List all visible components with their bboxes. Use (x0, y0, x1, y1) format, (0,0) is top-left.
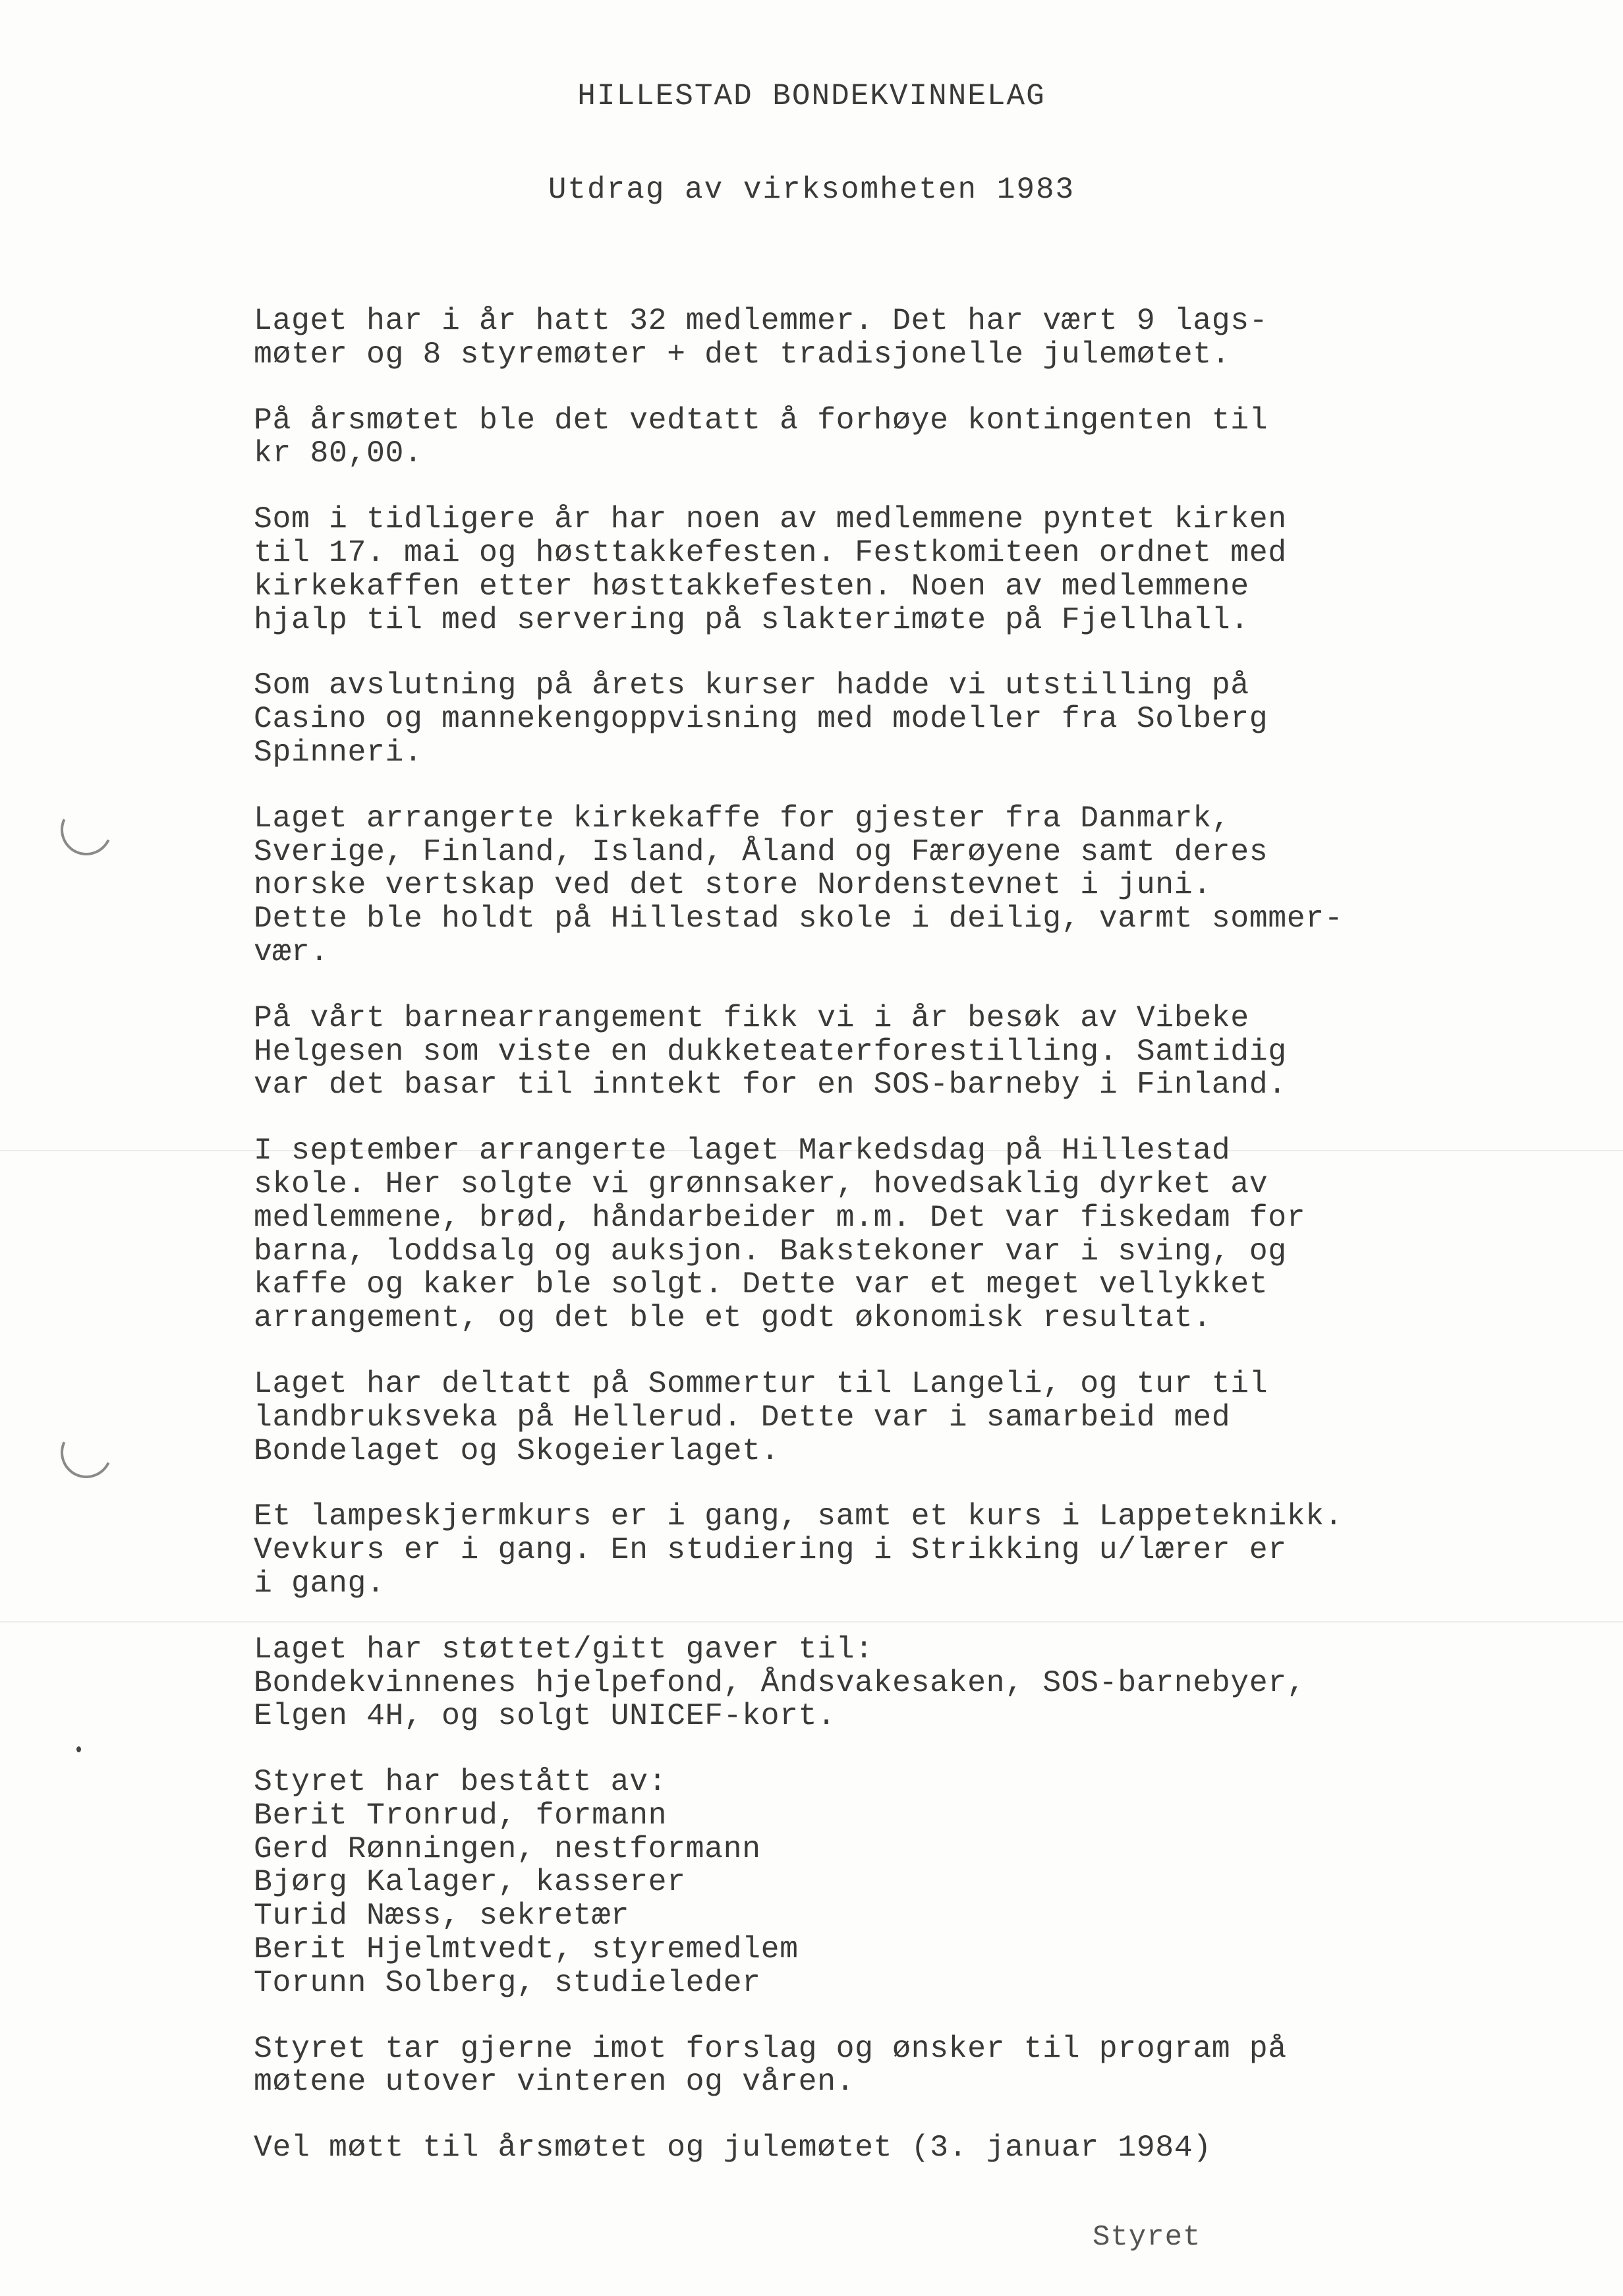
paragraph (254, 1633, 1440, 1733)
text-line: Laget har i år hatt 32 medlemmer. Det har vært 9 lags- (254, 303, 1268, 338)
text-line: Bondelaget og Skogeierlaget. (254, 1433, 780, 1468)
text-line: Som avslutning på årets kurser hadde vi utstilling på (254, 668, 1249, 703)
text-line: Styret tar gjerne imot forslag og ønsker til program på (254, 2030, 1287, 2066)
text-line: Laget har støttet/gitt gaver til: (254, 1631, 874, 1667)
text-line: var det basar til inntekt for en SOS-barneby i Finland. (254, 1067, 1287, 1103)
text-line: Laget har deltatt på Sommertur til Langeli, og tur til (254, 1365, 1268, 1401)
text-line: i gang. (254, 1565, 385, 1601)
punch-hole-mark (53, 1420, 119, 1485)
board-member: Torunn Solberg, studieleder (254, 1965, 761, 2000)
text-line: vær. (254, 934, 329, 969)
text-line: Dette ble holdt på Hillestad skole i deilig, varmt sommer- (254, 901, 1344, 936)
text-line: arrangement, og det ble et godt økonomisk resultat. (254, 1300, 1212, 1336)
text-line: Som i tidligere år har noen av medlemmene pyntet kirken (254, 502, 1287, 537)
document-subtitle: Utdrag av virksomheten 1983 (548, 173, 1075, 207)
text-line: Et lampeskjermkurs er i gang, samt et kurs i Lappeteknikk. (254, 1499, 1344, 1534)
text-line: kirkekaffen etter høsttakkefesten. Noen av medlemmene (254, 568, 1249, 604)
board-member: Bjørg Kalager, kasserer (254, 1864, 686, 1900)
text-line: I september arrangerte laget Markedsdag på Hillestad (254, 1133, 1231, 1168)
closing-paragraph (254, 2032, 1440, 2100)
text-line: Helgesen som viste en dukketeaterforestilling. Samtidig (254, 1033, 1287, 1069)
text-line: medlemmene, brød, håndarbeider m.m. Det var fiskedam for (254, 1199, 1306, 1235)
punch-hole-mark (53, 797, 119, 863)
paragraph (254, 1002, 1440, 1102)
ink-speck (76, 1746, 81, 1752)
text-line: norske vertskap ved det store Nordenstevnet i juni. (254, 867, 1212, 903)
paragraph (254, 1500, 1440, 1600)
paragraph (254, 1134, 1440, 1335)
text-line: barna, loddsalg og auksjon. Bakstekoner var i sving, og (254, 1233, 1287, 1269)
text-line: kaffe og kaker ble solgt. Dette var et meget vellykket (254, 1267, 1268, 1302)
text-line: På vårt barnearrangement fikk vi i år besøk av Vibeke (254, 1000, 1249, 1035)
text-line: Sverige, Finland, Island, Åland og Færøyene samt deres (254, 834, 1268, 869)
board-member: Berit Hjelmtvedt, styremedlem (254, 1932, 799, 1967)
paragraph (254, 802, 1440, 969)
text-line: Casino og mannekengoppvisning med modeller fra Solberg (254, 701, 1268, 737)
text-line: Vevkurs er i gang. En studiering i Strikking u/lærer er (254, 1532, 1287, 1568)
paragraph (254, 1367, 1440, 1468)
text-line: hjalp til med servering på slakterimøte på Fjellhall. (254, 602, 1249, 637)
text-line: kr 80,00. (254, 436, 423, 471)
text-line: Bondekvinnenes hjelpefond, Åndsvakesaken, SOS-barnebyer, (254, 1665, 1306, 1700)
text-line: skole. Her solgte vi grønnsaker, hovedsaklig dyrket av (254, 1166, 1268, 1201)
text-line: Elgen 4H, og solgt UNICEF-kort. (254, 1698, 836, 1734)
document-body (254, 304, 1440, 2197)
text-line: møter og 8 styremøter + det tradisjonelle julemøtet. (254, 336, 1231, 372)
paragraph (254, 404, 1440, 471)
signature: Styret (1093, 2221, 1201, 2254)
text-line: møtene utover vinteren og våren. (254, 2064, 855, 2100)
text-line: til 17. mai og høsttakkefesten. Festkomiteen ordnet med (254, 534, 1287, 570)
document-title: HILLESTAD BONDEKVINNELAG (577, 79, 1046, 113)
board-member: Turid Næss, sekretær (254, 1898, 630, 1934)
invitation-line (254, 2131, 1440, 2165)
text-line: Vel møtt til årsmøtet og julemøtet (3. januar 1984) (254, 2130, 1212, 2166)
board-member: Berit Tronrud, formann (254, 1797, 668, 1833)
text-line: Laget arrangerte kirkekaffe for gjester fra Danmark, (254, 800, 1231, 836)
text-line: Spinneri. (254, 734, 423, 770)
text-line: På årsmøtet ble det vedtatt å forhøye kontingenten til (254, 402, 1268, 438)
paragraph (254, 304, 1440, 372)
board-member: Gerd Rønningen, nestformann (254, 1831, 761, 1866)
paragraph (254, 669, 1440, 769)
board-heading: Styret har bestått av: (254, 1764, 668, 1800)
board-list (254, 1765, 1440, 2000)
paragraph (254, 503, 1440, 637)
text-line: landbruksveka på Hellerud. Dette var i samarbeid med (254, 1399, 1231, 1435)
